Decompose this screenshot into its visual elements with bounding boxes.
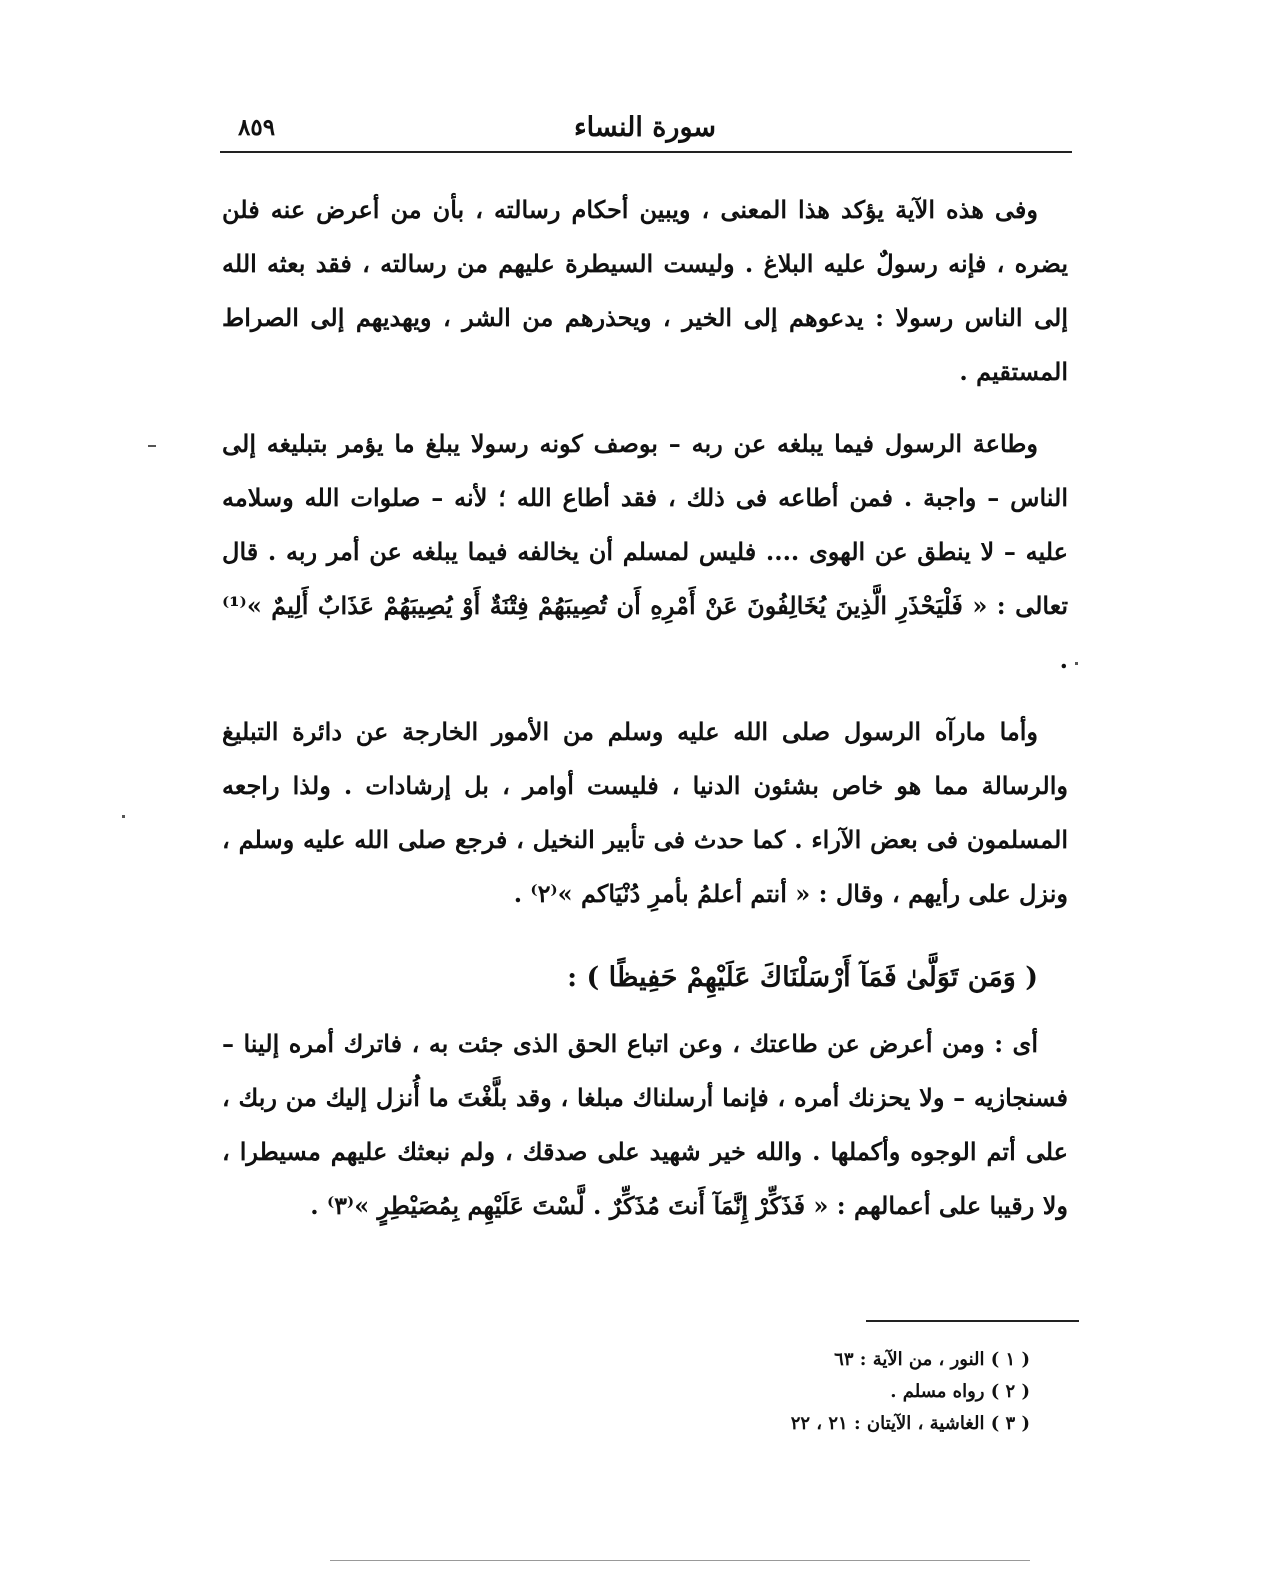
footnote-2: ( ٢ ) رواه مسلم . <box>890 1381 1030 1402</box>
scan-mark-left-2 <box>122 815 125 818</box>
paragraph-3: وأما مارآه الرسول صلى الله عليه وسلم من الأمور الخارجة عن دائرة التبليغ والرسالة مما هو خاص بشئون الدنيا ، فليست أوامر ، بل إرشادات . ولذا راجعه المسلمون فى بعض الآراء . كما حدث فى تأبير النخيل ، فرجع صلى الله عليه وسلم ، ونزل على رأيهم ، وقال : « أنتم أعلمُ بأمرِ دُنْيَاكم »⁽٢⁾ . <box>222 717 1068 908</box>
footnote-divider <box>866 1320 1079 1322</box>
commentary-paragraph: أى : ومن أعرض عن طاعتك ، وعن اتباع الحق الذى جئت به ، فاترك أمره إلينا – فسنجازيه – ولا يحزنك أمره ، فإنما أرسلناك مبلغا ، وقد بلَّغْتَ ما أُنزل إليك من ربك ، على أتم الوجوه وأكملها . والله خير شهيد على صدقك ، ولم نبعثك عليهم مسيطرا ، ولا رقيبا على أعمالهم : « فَذَكِّرْ إِنَّمَآ أَنتَ مُذَكِّرٌ . لَّسْتَ عَلَيْهِم بِمُصَيْطِرٍ »⁽٣⁾ . <box>222 1029 1068 1220</box>
scan-line-bottom <box>330 1560 1030 1561</box>
main-text <box>222 183 1068 1233</box>
verse-heading: ( وَمَن تَوَلَّىٰ فَمَآ أَرْسَلْنَاكَ عَلَيْهِمْ حَفِيظًا ) : <box>567 962 1038 993</box>
header-divider <box>220 151 1072 153</box>
footnote-1: ( ١ ) النور ، من الآية : ٦٣ <box>834 1349 1030 1370</box>
paragraph-1: وفى هذه الآية يؤكد هذا المعنى ، ويبين أحكام رسالته ، بأن من أعرض عنه فلن يضره ، فإنه رسولٌ عليه البلاغ . وليست السيطرة عليهم من رسالته ، فقد بعثه الله إلى الناس رسولا : يدعوهم إلى الخير ، ويحذرهم من الشر ، ويهديهم إلى الصراط المستقيم . <box>222 195 1068 386</box>
scan-mark-left <box>148 445 156 447</box>
page-header <box>220 112 1070 154</box>
paragraph-2: وطاعة الرسول فيما يبلغه عن ربه – بوصف كونه رسولا يبلغ ما يؤمر بتبليغه إلى الناس – واجبة . فمن أطاعه فى ذلك ، فقد أطاع الله ؛ لأنه – صلوات الله وسلامه عليه – لا ينطق عن الهوى .... فليس لمسلم أن يخالفه فيما يبلغه عن أمر ربه . قال تعالى : « فَلْيَحْذَرِ الَّذِينَ يُخَالِفُونَ عَنْ أَمْرِهِ أَن تُصِيبَهُمْ فِتْنَةٌ أَوْ يُصِيبَهُمْ عَذَابٌ أَلِيمٌ »⁽¹⁾ . <box>222 429 1068 674</box>
footnotes <box>700 1344 1030 1440</box>
scan-mark-right <box>1075 662 1078 665</box>
footnote-3: ( ٣ ) الغاشية ، الآيتان : ٢١ ، ٢٢ <box>790 1413 1030 1434</box>
page-number: ٨٥٩ <box>238 114 276 141</box>
page-title: سورة النساء <box>573 112 717 143</box>
